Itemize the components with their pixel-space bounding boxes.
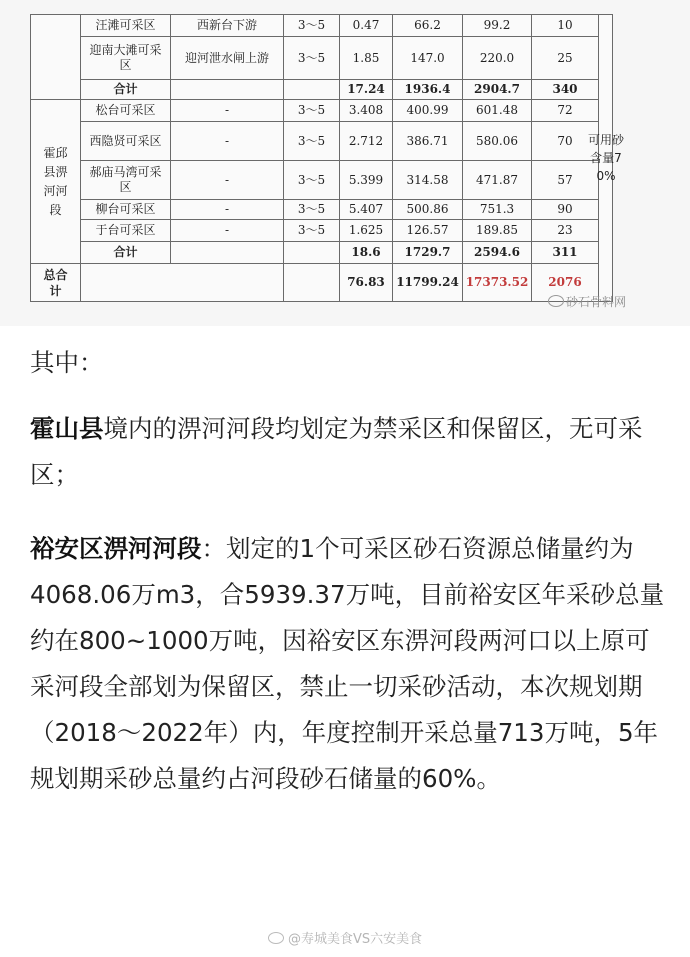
value-a: 2.712 bbox=[340, 122, 393, 161]
zone-name: 柳台可采区 bbox=[81, 200, 171, 220]
value-c: 17373.52 bbox=[463, 264, 532, 302]
table-row bbox=[31, 161, 613, 200]
zone-name: 汪滩可采区 bbox=[81, 15, 171, 37]
value-c: 220.0 bbox=[463, 37, 532, 80]
table-row-grand-total bbox=[31, 264, 613, 302]
article-body bbox=[30, 340, 670, 830]
subtotal-label: 合计 bbox=[81, 242, 171, 264]
table-row bbox=[31, 200, 613, 220]
value-b: 147.0 bbox=[393, 37, 463, 80]
paragraph-yuan bbox=[30, 526, 670, 802]
grand-total-label: 总合计 bbox=[43, 267, 68, 298]
value-c: 2904.7 bbox=[463, 80, 532, 100]
zone-location: 西新台下游 bbox=[171, 15, 284, 37]
value-c: 580.06 bbox=[463, 122, 532, 161]
value-c: 2594.6 bbox=[463, 242, 532, 264]
table-row bbox=[31, 100, 613, 122]
value-a: 17.24 bbox=[340, 80, 393, 100]
p2-heading: 裕安区淠河河段 bbox=[30, 534, 202, 563]
intro-paragraph bbox=[30, 340, 670, 386]
value-c: 601.48 bbox=[463, 100, 532, 122]
value-d: 70 bbox=[532, 122, 599, 161]
depth-cell: 3～5 bbox=[284, 220, 340, 242]
value-c: 751.3 bbox=[463, 200, 532, 220]
area-cell bbox=[31, 15, 81, 100]
table-row bbox=[31, 220, 613, 242]
watermark-text: 砂石骨料网 bbox=[566, 295, 627, 309]
footer-watermark-text: @寿城美食VS六安美食 bbox=[288, 932, 423, 947]
value-d: 90 bbox=[532, 200, 599, 220]
depth-cell: 3～5 bbox=[284, 200, 340, 220]
table-row bbox=[31, 122, 613, 161]
zone-location: - bbox=[171, 100, 284, 122]
value-c: 189.85 bbox=[463, 220, 532, 242]
table-row-subtotal bbox=[31, 80, 613, 100]
table-row-subtotal bbox=[31, 242, 613, 264]
value-b: 1936.4 bbox=[393, 80, 463, 100]
paragraph-huoshan bbox=[30, 406, 670, 498]
zone-name: 郝庙马湾可采区 bbox=[81, 161, 171, 200]
table-row bbox=[31, 37, 613, 80]
value-a: 5.399 bbox=[340, 161, 393, 200]
note-cell bbox=[587, 15, 624, 302]
depth-cell: 3～5 bbox=[284, 100, 340, 122]
value-d: 10 bbox=[532, 15, 599, 37]
p2-body: ：划定的1个可采区砂石资源总储量约为4068.06万m3，合5939.37万吨，目前裕安区年采砂总量约在800~1000万吨，因裕安区东淠河段两河口以上原可采河段全部划为保留区，禁止一切采砂活动，本次规划期（2018～2022年）内，年度控制开采总量713万吨，5年规划期采砂总量约占河段砂石储量的60%。 bbox=[30, 534, 665, 793]
value-d: 311 bbox=[532, 242, 599, 264]
value-a: 1.85 bbox=[340, 37, 393, 80]
weibo-icon bbox=[268, 932, 284, 944]
p1-body: 境内的淠河河段均划定为禁采区和保留区，无可采区； bbox=[30, 414, 643, 489]
zone-name: 松台可采区 bbox=[81, 100, 171, 122]
note-text: 可用砂含量70% bbox=[587, 133, 624, 183]
value-b: 1729.7 bbox=[393, 242, 463, 264]
grand-total-cell bbox=[31, 264, 81, 302]
value-a: 76.83 bbox=[340, 264, 393, 302]
value-a: 0.47 bbox=[340, 15, 393, 37]
zone-location: - bbox=[171, 200, 284, 220]
table-row bbox=[31, 15, 613, 37]
value-b: 66.2 bbox=[393, 15, 463, 37]
value-b: 386.71 bbox=[393, 122, 463, 161]
table-screenshot bbox=[0, 0, 690, 326]
zone-name: 西隐贤可采区 bbox=[81, 122, 171, 161]
footer-watermark bbox=[268, 928, 422, 947]
value-c: 471.87 bbox=[463, 161, 532, 200]
table-watermark bbox=[548, 293, 626, 310]
value-b: 500.86 bbox=[393, 200, 463, 220]
zone-location: - bbox=[171, 220, 284, 242]
zone-name: 迎南大滩可采区 bbox=[81, 37, 171, 80]
value-c: 99.2 bbox=[463, 15, 532, 37]
zone-location: - bbox=[171, 161, 284, 200]
value-a: 18.6 bbox=[340, 242, 393, 264]
value-b: 400.99 bbox=[393, 100, 463, 122]
zone-location: 迎河泄水闸上游 bbox=[171, 37, 284, 80]
value-d: 340 bbox=[532, 80, 599, 100]
value-a: 5.407 bbox=[340, 200, 393, 220]
value-b: 126.57 bbox=[393, 220, 463, 242]
value-b: 314.58 bbox=[393, 161, 463, 200]
value-d: 25 bbox=[532, 37, 599, 80]
subtotal-label: 合计 bbox=[81, 80, 171, 100]
watermark-icon bbox=[548, 295, 564, 307]
area-cell bbox=[31, 100, 81, 264]
value-d: 57 bbox=[532, 161, 599, 200]
zone-location: - bbox=[171, 122, 284, 161]
depth-cell: 3～5 bbox=[284, 122, 340, 161]
value-b: 11799.24 bbox=[393, 264, 463, 302]
value-d: 72 bbox=[532, 100, 599, 122]
area-label: 霍邱县淠河河段 bbox=[43, 145, 68, 217]
zone-name: 于台可采区 bbox=[81, 220, 171, 242]
value-a: 3.408 bbox=[340, 100, 393, 122]
depth-cell: 3～5 bbox=[284, 15, 340, 37]
sand-mining-table bbox=[30, 14, 624, 302]
intro-text: 其中： bbox=[30, 348, 104, 377]
value-d: 23 bbox=[532, 220, 599, 242]
value-d: 2076 bbox=[532, 264, 599, 302]
depth-cell: 3～5 bbox=[284, 161, 340, 200]
p1-heading: 霍山县 bbox=[30, 414, 104, 443]
depth-cell: 3～5 bbox=[284, 37, 340, 80]
value-a: 1.625 bbox=[340, 220, 393, 242]
